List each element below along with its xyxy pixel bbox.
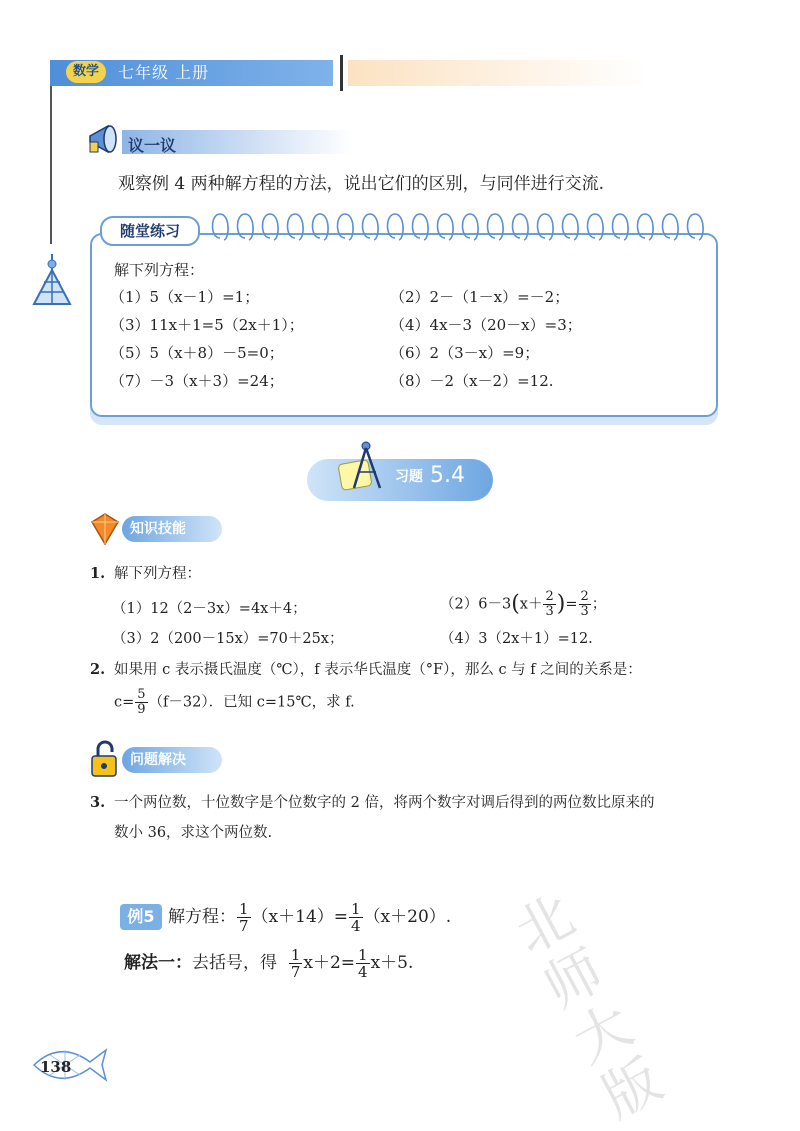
- book-title: 七年级 上册: [118, 63, 210, 82]
- q3-number: 3.: [90, 794, 106, 811]
- exercise-label: 习题: [395, 469, 423, 485]
- lock-icon: [88, 740, 122, 778]
- problem-heading: 问题解决: [122, 747, 222, 773]
- q2-formula: c= $\frac{5}{9}$ （f－32）．已知 c=15℃，求 f.: [114, 687, 355, 717]
- practice-eq-6: （6）2（3－x）=9；: [390, 344, 540, 362]
- header-separator: [340, 55, 343, 91]
- q3-line2: 数小 36，求这个两位数.: [114, 825, 273, 841]
- practice-eq-2: （2）2－（1－x）=－2；: [390, 288, 570, 306]
- exercise-number: 5.4: [430, 463, 465, 488]
- practice-instruction: 解下列方程：: [114, 261, 205, 279]
- skills-heading: 知识技能: [122, 516, 222, 542]
- diamond-icon: [90, 512, 120, 546]
- spiral-binding: [210, 210, 710, 250]
- q1-item-4: （4）3（2x＋1）=12.: [440, 631, 593, 647]
- page-number: 138: [40, 1058, 72, 1076]
- practice-eq-7: （7）－3（x＋3）=24；: [110, 372, 284, 390]
- practice-eq-4: （4）4x－3（20－x）=3；: [390, 316, 582, 334]
- q1-number: 1.: [90, 565, 106, 582]
- compass-icon: [336, 438, 390, 498]
- discuss-text: 观察例 4 两种解方程的方法，说出它们的区别，与同伴进行交流.: [118, 174, 605, 194]
- header-fade: [348, 60, 648, 86]
- practice-eq-1: （1）5（x－1）=1；: [110, 288, 260, 306]
- q1-item-2-pre: （2）6－3: [440, 596, 512, 613]
- q2-frac: $\frac{5}{9}$: [137, 687, 146, 717]
- q1-item-2-frac2: $\frac{2}{3}$: [580, 589, 589, 619]
- q1-item-2: （2）6－3(x＋ $\frac{2}{3}$ )= $\frac{2}{3}$ ；: [440, 589, 607, 619]
- practice-eq-3: （3）11x＋1=5（2x＋1）；: [110, 316, 304, 334]
- practice-eq-5: （5）5（x＋8）－5=0；: [110, 344, 284, 362]
- q2-text: 如果用 c 表示摄氏温度（℃），f 表示华氏温度（°F），那么 c 与 f 之间的关系是：: [114, 662, 642, 678]
- q1-item-2-x: x＋: [519, 596, 543, 613]
- practice-tag: 随堂练习: [100, 216, 200, 246]
- example-solution: 解法一：去括号，得 $\frac{1}{7}$ x＋2= $\frac{1}{4}$ x＋5.: [124, 946, 414, 981]
- q1-text: 解下列方程：: [114, 566, 201, 582]
- subject-badge: 数学: [66, 61, 106, 83]
- example-equation: 解方程： $\frac{1}{7}$ （x＋14）= $\frac{1}{4}$ （x＋20）.: [168, 900, 452, 935]
- q2-number: 2.: [90, 661, 106, 678]
- megaphone-icon: [86, 122, 124, 158]
- q1-item-1: （1）12（2－3x）=4x＋4；: [112, 601, 307, 617]
- practice-eq-8: （8）－2（x－2）=12.: [390, 372, 554, 390]
- q3-line1: 一个两位数，十位数字是个位数字的 2 倍，将两个数字对调后得到的两位数比原来的: [114, 795, 655, 811]
- tower-icon: [28, 252, 76, 308]
- q1-item-3: （3）2（200－15x）=70＋25x；: [112, 631, 344, 647]
- publisher-watermark: 北师大版: [504, 882, 673, 1131]
- q1-item-2-frac: $\frac{2}{3}$: [545, 589, 554, 619]
- margin-line: [50, 86, 52, 244]
- discuss-heading: 议一议: [128, 136, 177, 155]
- example-badge: 例5: [120, 904, 162, 930]
